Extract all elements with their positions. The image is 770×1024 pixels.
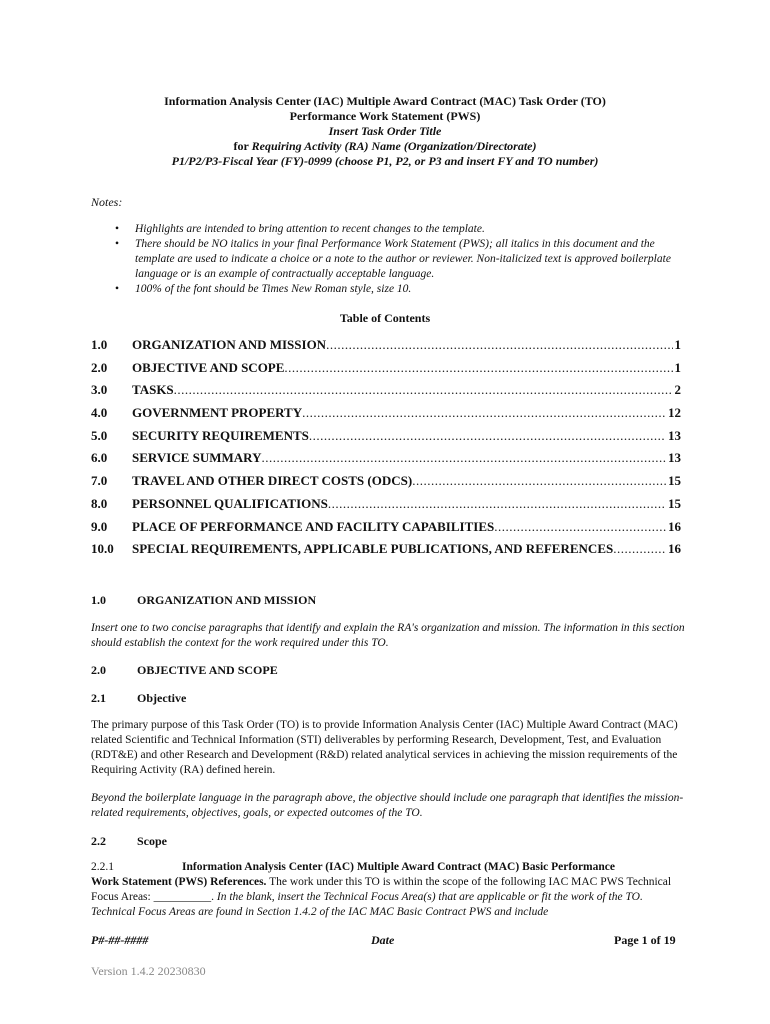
toc-entry-page: 15 (668, 495, 681, 511)
toc-entry-number: 2.0 (91, 359, 108, 375)
section-title: Information Analysis Center (IAC) Multiple Award Contract (MAC) Basic Performance (182, 861, 615, 873)
toc-dot-leader (302, 405, 666, 421)
footer-page-number: Page 1 of 19 (614, 933, 676, 947)
notes-item (113, 237, 683, 282)
section-body-italic: In the blank, insert the Technical Focus Area(s) that are applicable or fit the work of the TO. Technical Focus Areas are found in Section 1.4.2 of the IAC MAC Basic Contract PWS and include (91, 891, 643, 918)
toc-entry-label: TASKS (132, 382, 174, 398)
toc-entry[interactable] (91, 337, 681, 360)
toc-entry-number: 6.0 (91, 450, 108, 466)
toc-entry-number: 5.0 (91, 427, 108, 443)
toc-title: Table of Contents (339, 311, 431, 325)
toc-entry[interactable] (91, 496, 681, 519)
toc-dot-leader (412, 473, 666, 489)
toc-entry-number: 1.0 (91, 337, 108, 352)
footer-doc-number: P#-##-#### (91, 933, 149, 947)
toc-dot-leader (326, 337, 672, 353)
section-number: 2.2.1 (91, 861, 114, 873)
toc-entry-label: TRAVEL AND OTHER DIRECT COSTS (ODCS) (132, 473, 413, 489)
section-2-1-body: The primary purpose of this Task Order (TO) is to provide Information Analysis Center (IAC) Multiple Award Contract (MAC) related Scientific and Technical Information (STI) deliverables by performing Research, Development, Test, and Evaluation (RDT&E) and other Research and Development (R&D) related analytical services in achieving the mission requirements of the Requiring Activity (RA) defined herein. (91, 719, 678, 776)
toc-entry[interactable] (91, 541, 681, 564)
toc-dot-leader (284, 360, 672, 376)
title-line-4-italic: Requiring Activity (RA) Name (Organization/Directorate) (251, 139, 537, 153)
section-1-heading[interactable] (91, 593, 316, 608)
toc-entry-page: 15 (668, 473, 681, 489)
notes-item (113, 222, 683, 237)
section-title: Scope (137, 834, 167, 848)
toc-entry-number: 4.0 (91, 405, 108, 421)
toc-entry-page: 16 (668, 518, 681, 534)
bullet-icon: • (115, 238, 120, 250)
notes-item-text: 100% of the font should be Times New Roman style, size 10. (135, 283, 412, 295)
section-title-cont: Work Statement (PWS) References. (91, 876, 267, 888)
table-of-contents (91, 337, 681, 564)
toc-entry-number: 7.0 (91, 473, 108, 489)
toc-entry-page: 13 (668, 427, 681, 443)
toc-entry-number: 9.0 (91, 518, 108, 534)
notes-label: Notes: (91, 195, 123, 209)
toc-entry-number: 8.0 (91, 495, 108, 511)
toc-entry-page: 1 (674, 337, 681, 352)
toc-entry[interactable] (91, 360, 681, 383)
notes-item (113, 282, 683, 297)
toc-entry[interactable] (91, 473, 681, 496)
toc-entry[interactable] (91, 519, 681, 542)
section-2-2-1-heading-line (91, 860, 686, 875)
toc-entry-number: 10.0 (91, 541, 114, 557)
section-1-body: Insert one to two concise paragraphs that identify and explain the RA's organization and mission. The information in this section should establish the context for the work required under this TO. (91, 622, 685, 649)
toc-dot-leader (613, 541, 666, 557)
toc-entry-label: SECURITY REQUIREMENTS (132, 427, 309, 443)
toc-entry-page: 16 (668, 541, 681, 557)
section-body-plain: The work under this TO is within the scope of the following IAC MAC PWS Technical Focus Areas: __________. (91, 876, 672, 903)
toc-entry[interactable] (91, 450, 681, 473)
document-title-block (80, 94, 690, 169)
section-2-1-heading[interactable] (91, 691, 186, 706)
toc-entry-number: 3.0 (91, 382, 108, 398)
notes-item-text: There should be NO italics in your final Performance Work Statement (PWS); all italics in this document and the template are used to indicate a choice or a note to the author or reviewer. Non-italicized text is approved boilerplate language or is an example of contractually acceptable language. (135, 238, 671, 280)
toc-entry[interactable] (91, 382, 681, 405)
section-number: 2.0 (91, 663, 106, 677)
title-line-1: Information Analysis Center (IAC) Multiple Award Contract (MAC) Task Order (TO) (164, 94, 606, 108)
section-2-2-1-body (91, 875, 686, 920)
toc-entry-page: 12 (668, 405, 681, 421)
bullet-icon: • (115, 223, 120, 235)
toc-entry-label: SERVICE SUMMARY (132, 450, 262, 466)
toc-entry-label: SPECIAL REQUIREMENTS, APPLICABLE PUBLICATIONS, AND REFERENCES (132, 541, 614, 557)
title-line-4-prefix: for (233, 139, 252, 153)
section-2-2-1 (91, 860, 686, 920)
toc-dot-leader (174, 382, 673, 398)
section-title: OBJECTIVE AND SCOPE (137, 663, 278, 677)
section-title: Objective (137, 691, 187, 705)
toc-entry-page: 1 (674, 359, 681, 375)
notes-item-text: Highlights are intended to bring attention to recent changes to the template. (135, 223, 485, 235)
toc-entry[interactable] (91, 405, 681, 428)
section-number: 2.2 (91, 834, 106, 848)
toc-dot-leader (328, 496, 666, 512)
toc-entry-label: PLACE OF PERFORMANCE AND FACILITY CAPABILITIES (132, 518, 495, 534)
section-2-heading[interactable] (91, 663, 278, 678)
section-2-1-note: Beyond the boilerplate language in the paragraph above, the objective should include one paragraph that identifies the mission-related requirements, objectives, goals, or expected outcomes of the TO. (91, 792, 684, 819)
toc-dot-leader (261, 450, 666, 466)
title-line-4 (80, 139, 690, 154)
toc-dot-leader (309, 428, 666, 444)
toc-entry-label: PERSONNEL QUALIFICATIONS (132, 495, 328, 511)
toc-entry-label: OBJECTIVE AND SCOPE (132, 359, 285, 375)
title-line-3: Insert Task Order Title (328, 124, 442, 138)
toc-entry-page: 13 (668, 450, 681, 466)
section-2-2-heading[interactable] (91, 834, 167, 849)
section-number: 1.0 (91, 593, 106, 607)
notes-list (113, 222, 683, 297)
title-line-2: Performance Work Statement (PWS) (289, 109, 481, 123)
toc-entry-label: ORGANIZATION AND MISSION (132, 337, 327, 352)
section-number: 2.1 (91, 691, 106, 705)
footer-version: Version 1.4.2 20230830 (91, 964, 206, 978)
toc-entry-page: 2 (674, 382, 681, 398)
footer-date: Date (371, 933, 395, 947)
toc-entry[interactable] (91, 428, 681, 451)
section-title: ORGANIZATION AND MISSION (137, 593, 317, 607)
bullet-icon: • (115, 283, 120, 295)
toc-dot-leader (494, 519, 666, 535)
toc-entry-label: GOVERNMENT PROPERTY (132, 405, 303, 421)
title-line-5: P1/P2/P3-Fiscal Year (FY)-0999 (choose P1, P2, or P3 and insert FY and TO number) (171, 154, 599, 168)
